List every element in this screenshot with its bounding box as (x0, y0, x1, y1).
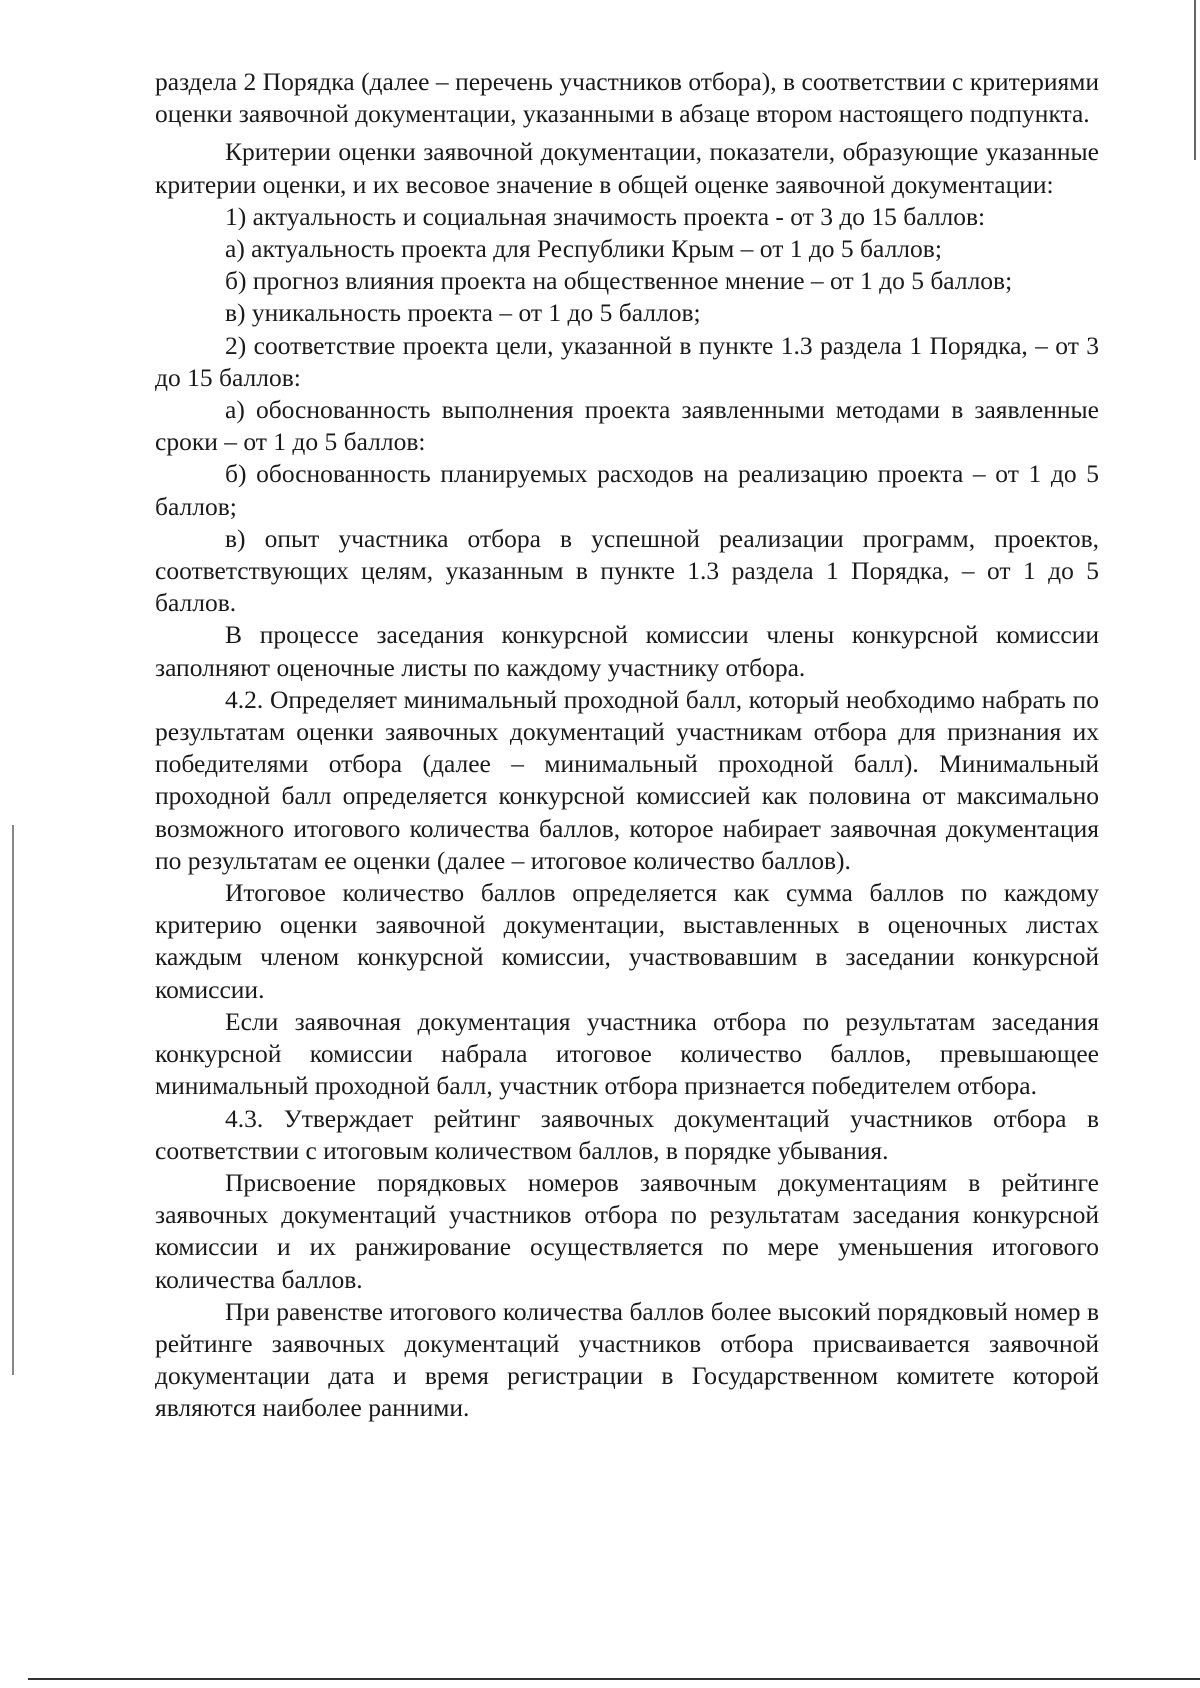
criterion-1a: а) актуальность проекта для Республики Крым – от 1 до 5 баллов; (225, 234, 942, 264)
bottom-rule (28, 1678, 1200, 1680)
criterion-2b: б) обоснованность планируемых расходов на реализацию проекта – от 1 до 5 баллов; (155, 459, 1099, 521)
paragraph-equal-scores: При равенстве итогового количества баллов более высокий порядковый номер в рейтинге заявочных документаций участников отбора присваивается заявочной документации дата и время регистрации в Государственном комитете которой являются наиболее ранними. (155, 1296, 1099, 1423)
document-page (155, 66, 1099, 1425)
paragraph-total-score: Итоговое количество баллов определяется как сумма баллов по каждому критерию оценки заявочной документации, выставленных в оценочных листах каждым членом конкурсной комиссии, участвовавшим в заседании конкурсной комиссии. (155, 878, 1099, 1004)
paragraph-4-2: 4.2. Определяет минимальный проходной балл, который необходимо набрать по результатам оценки заявочных документаций участникам отбора для признания их победителями отбора (далее – минимальный проходной балл). Минимальный проходной балл определяется конкурсной комиссией как половина от максимально возможного итогового количества баллов, которое набирает заявочная документация по результатам ее оценки (далее – итоговое количество баллов). (155, 684, 1099, 875)
paragraph-4-3: 4.3. Утверждает рейтинг заявочных документаций участников отбора в соответствии с итоговым количеством баллов, в порядке убывания. (155, 1103, 1099, 1165)
scan-margin-line (12, 825, 14, 1375)
criterion-1: 1) актуальность и социальная значимость проекта - от 3 до 15 баллов: (225, 201, 986, 231)
scan-edge-line (1194, 0, 1196, 160)
criterion-1c: в) уникальность проекта – от 1 до 5 баллов; (225, 298, 701, 328)
paragraph-ranking: Присвоение порядковых номеров заявочным документациям в рейтинге заявочных документаций участников отбора по результатам заседания конкурсной комиссии и их ранжирование осуществляется по мере уменьшения итогового количества баллов. (155, 1167, 1099, 1294)
paragraph-continuation: раздела 2 Порядка (далее – перечень участников отбора), в соответствии с критериями оценки заявочной документации, указанными в абзаце втором настоящего подпункта. (155, 67, 1099, 129)
criterion-2a: а) обоснованность выполнения проекта заявленными методами в заявленные сроки – от 1 до 5 баллов: (155, 395, 1099, 457)
criterion-1b: б) прогноз влияния проекта на общественное мнение – от 1 до 5 баллов; (225, 266, 1013, 296)
paragraph-criteria-intro: Критерии оценки заявочной документации, показатели, образующие указанные критерии оценки, и их весовое значение в общей оценке заявочной документации: (155, 137, 1099, 199)
criterion-2c: в) опыт участника отбора в успешной реализации программ, проектов, соответствующих целям, указанным в пункте 1.3 раздела 1 Порядка, – от 1 до 5 баллов. (155, 523, 1099, 618)
paragraph-winner: Если заявочная документация участника отбора по результатам заседания конкурсной комиссии набрала итоговое количество баллов, превышающее минимальный проходной балл, участник отбора признается победителем отбора. (155, 1006, 1099, 1101)
paragraph-commission-sheets: В процессе заседания конкурсной комиссии члены конкурсной комиссии заполняют оценочные листы по каждому участнику отбора. (155, 620, 1099, 682)
criterion-2: 2) соответствие проекта цели, указанной в пункте 1.3 раздела 1 Порядка, – от 3 до 15 баллов: (155, 330, 1099, 392)
